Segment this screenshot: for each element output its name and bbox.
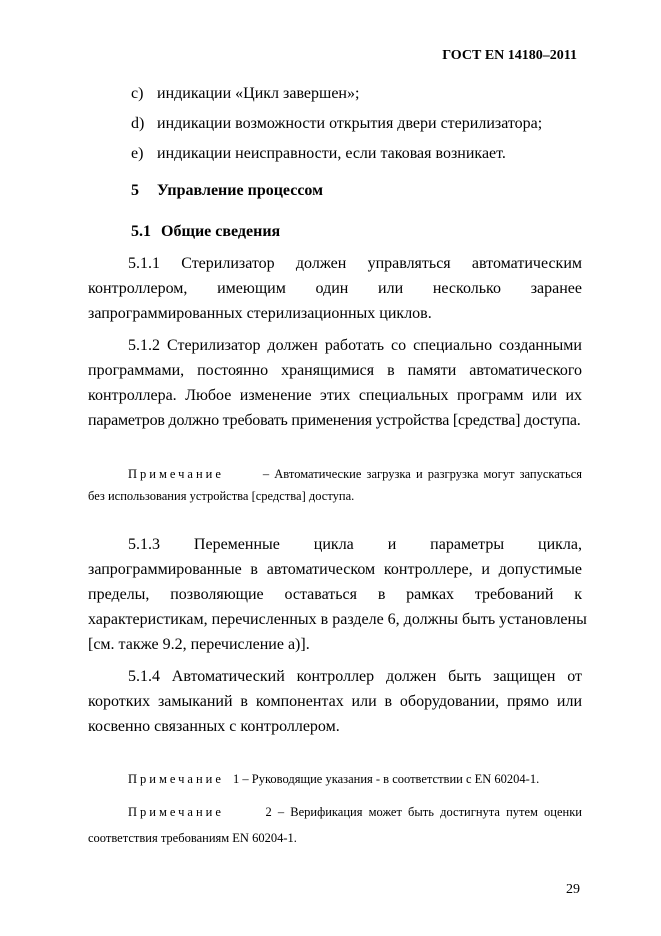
list-text: индикации «Цикл завершен»; (157, 85, 360, 102)
note-text: 2 – Верификация может быть достигнута путем оценки (265, 805, 582, 819)
list-marker: c) (131, 85, 144, 102)
paragraph-5-1-2-line: 5.1.2 Стерилизатор должен работать со специально созданными (128, 337, 582, 354)
paragraph-5-1-1-line: контроллером, имеющим один или несколько заранее (88, 280, 582, 297)
paragraph-5-1-1-line: 5.1.1 Стерилизатор должен управляться автоматическим (128, 255, 582, 272)
list-marker: d) (131, 115, 145, 132)
paragraph-5-1-3-line: запрограммированные в автоматическом контроллере, и допустимые (88, 561, 582, 578)
list-text: индикации неисправности, если таковая возникает. (157, 145, 506, 162)
list-marker: e) (131, 145, 144, 162)
paragraph-5-1-1-line: запрограммированных стерилизационных циклов. (88, 305, 432, 322)
paragraph-5-1-3-line: 5.1.3 Переменные цикла и параметры цикла, (128, 536, 582, 553)
paragraph-5-1-3-line: [см. также 9.2, перечисление а)]. (88, 636, 310, 653)
paragraph-5-1-4-line: косвенно связанных с контроллером. (88, 718, 340, 735)
section-number: 5 (131, 182, 139, 199)
note-line (88, 804, 582, 820)
note-line: соответствия требованиям EN 60204-1. (88, 831, 297, 845)
note-label: Примечание (128, 772, 224, 786)
list-text: индикации возможности открытия двери стерилизатора; (157, 115, 543, 132)
note-label: Примечание (128, 805, 224, 819)
section-title: Управление процессом (157, 182, 324, 199)
note-line: без использования устройства [средства] доступа. (88, 489, 355, 503)
paragraph-5-1-3-line: пределы, позволяющие оставаться в рамках требований к (88, 586, 582, 603)
note-label: Примечание (128, 467, 224, 481)
paragraph-5-1-2-line: контроллера. Любое изменение этих специальных программ или их (88, 387, 582, 404)
paragraph-5-1-4-line: коротких замыканий в компонентах или в оборудовании, прямо или (88, 693, 582, 710)
paragraph-5-1-3-line: характеристикам, перечисленных в разделе 6, должны быть установлены (88, 611, 587, 628)
note-line (88, 771, 582, 787)
document-header: ГОСТ EN 14180–2011 (442, 48, 577, 63)
note-text: – Автоматические загрузка и разгрузка могут запускаться (262, 467, 582, 481)
paragraph-5-1-4-line: 5.1.4 Автоматический контроллер должен быть защищен от (128, 668, 582, 685)
paragraph-5-1-2-line: параметров должно требовать применения устройства [средства] доступа. (88, 412, 581, 429)
subsection-number: 5.1 (131, 223, 151, 240)
paragraph-5-1-2-line: программами, постоянно хранящимися в памяти автоматического (88, 362, 582, 379)
subsection-title: Общие сведения (161, 223, 281, 240)
page-number: 29 (566, 882, 580, 897)
note-text: 1 – Руководящие указания - в соответствии с EN 60204-1. (233, 772, 540, 786)
note-line (88, 466, 582, 482)
